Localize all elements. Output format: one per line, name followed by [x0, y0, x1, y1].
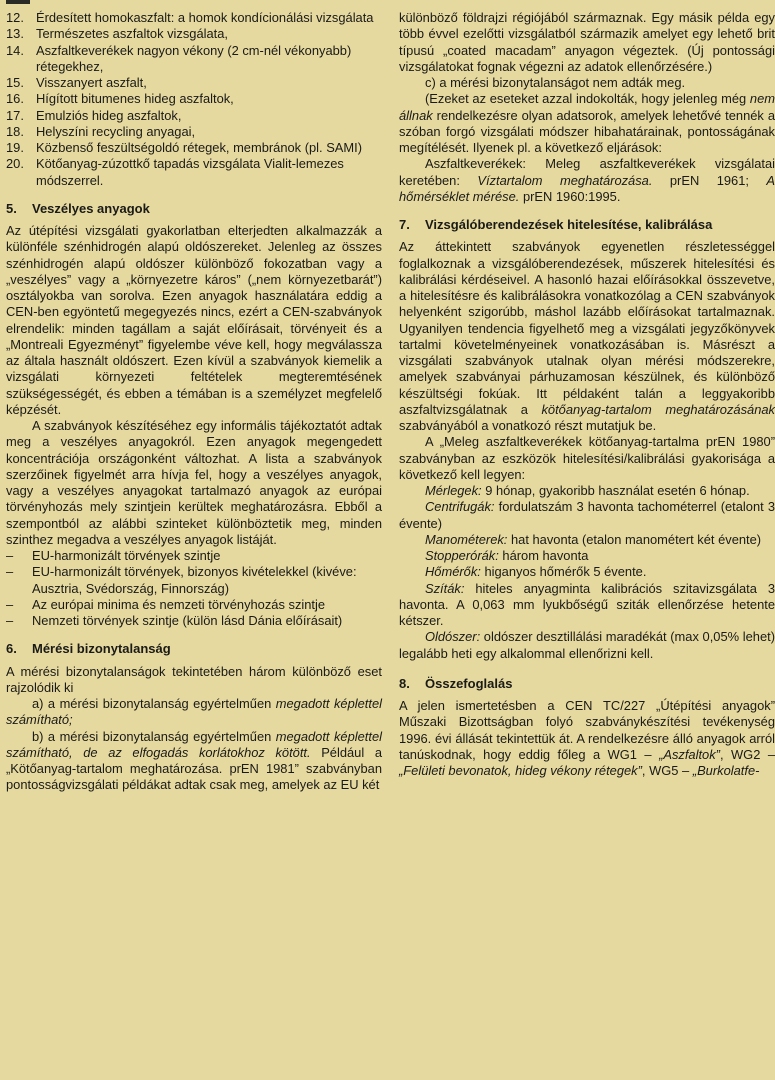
left-column: [6, 0, 382, 794]
section-7-paragraph-1: Az áttekintett szabványok egyenetlen részletességgel foglalkoznak a vizsgálóberendezések, műszerek hitelesítési és kalibrálási kérdéseivel. A hasonló hazai előírásokkal összevetve, a hitelesítésre és kalibrálásokra vonatkozólag a CEN szabványok helyenként szigorúbb, máshol lazább előírásokat tartalmaznak. Ugyanilyen tendencia figyelhető meg a vizsgálati jegyzőkönyvek tartalmi követelményeinek vonatkozásában is. Másrészt a vizsgálati szabványok utalnak olyan mérési módszerekre, amelyek szabványai párhuzamosan készülnek, és különböző készültségi fokúak. Itt példaként talán a leggyakoribb aszfaltvizsgálatnak a kötőanyag-tartalom meghatározásának szabványából a vonatkozó részt mutatjuk be.: [399, 239, 775, 433]
calibration-item: Hőmérők: higanyos hőmérők 5 évente.: [425, 564, 647, 580]
list-item: 20. Kötőanyag-zúzottkő tapadás vizsgálata Vialit-lemezes módszerrel.: [6, 156, 344, 188]
calibration-item: Stopperórák: három havonta: [425, 548, 589, 563]
right-column: [399, 0, 775, 779]
list-item: – EU-harmonizált törvények szintje: [6, 548, 221, 563]
numbered-list: [6, 10, 382, 189]
list-item: – EU-harmonizált törvények, bizonyos kivételekkel (kivéve: Ausztria, Svédország, Finnország): [6, 564, 357, 596]
section-5-paragraph-1: Az útépítési vizsgálati gyakorlatban elterjedten alkalmazzák a különféle szénhidrogén alapú oldószereket. Jelenleg az összes szénhidrogén alapú oldószer különböző fokozatban vagy a „veszélyes” vagy a „környezetre káros” („nem környezetbarát”) osztályokba van sorolva. Ezen anyagok használatára eddig a CEN-ben egyöntetű megegyezés nincs, ezért a CEN-szabványok elrendelik: minden tagállam a saját előírásait, törvényeit és a „Montreali Egyezményt” figyelembe véve kell, hogy megválassza az általa használt oldószert. Ezen kívül a szabványok kiemelik a vizsgálati környezeti feltételek megteremtésének szükségességét, és ebben a témában is a személyzet megfelelő képzését.: [6, 223, 382, 417]
list-item: 16. Hígított bitumenes hideg aszfaltok,: [6, 91, 234, 107]
section-5-paragraph-2: A szabványok készítéséhez egy informális tájékoztatót adtak meg a veszélyes anyagokról. Ezen anyagok megengedett koncentrációja országonként változhat. A lista a szabványok szerzőinek figyelmét arra hívja fel, hogy a veszélyes anyagok, vagy a veszélyes anyagokat tartalmazó anyagok az európai törvényhozás mely szintjein kerültek meghatározásra. Ebből a szempontból az alábbi szinteket különböztetik meg, minden szinthez megadva a veszélyes anyagok listáját.: [6, 418, 382, 547]
list-item: 12. Érdesített homokaszfalt: a homok kondícionálási vizsgálata: [6, 10, 374, 25]
section-8-heading: 8. Összefoglalás: [399, 675, 513, 691]
calibration-item: Szíták: hiteles anyagminta kalibrációs szitavizsgálata 3 havonta. A 0,063 mm lyukbőségű sziták ellenőrzése hetente kétszer.: [399, 580, 775, 628]
section-7-heading: 7. Vizsgálóberendezések hitelesítése, kalibrálása: [399, 217, 713, 232]
calibration-item: Mérlegek: 9 hónap, gyakoribb használat esetén 6 hónap.: [425, 483, 750, 498]
list-item: 13. Természetes aszfaltok vizsgálata,: [6, 26, 229, 42]
case-c-line: c) a mérési bizonytalanságot nem adták meg.: [425, 75, 686, 90]
section-5-heading: 5. Veszélyes anyagok: [6, 200, 150, 216]
case-b-paragraph: b) a mérési bizonytalanság egyértelműen megadott képlettel számítható, de az elfogadás korlátokhoz kötött. Például a „Kötőanyag-tartalom meghatározása. prEN 1981” szabványban pontosságvizsgálati példákat adtak csak meg, amelyek az EU két: [6, 728, 382, 793]
continued-paragraph: különböző földrajzi régiójából származnak. Egy másik példa egy több évvel ezelőtti vizsgálatból származik amelyet egy lehető brit típusú „coated macadam” anyagon végeztek. (Új pontossági vizsgálatokat fognak végezni az adatok ellenőrzésére.): [399, 10, 775, 74]
case-a-paragraph: a) a mérési bizonytalanság egyértelműen megadott képlettel számítható;: [6, 696, 382, 728]
case-c-paragraph: (Ezeket az eseteket azzal indokolták, hogy jelenleg még nem állnak rendelkezésre olyan adatsorok, amelyek lehetővé tennék a szóban forgó vizsgálati módszer hibahatárainak, pontosságának megítélését. Ilyenek pl. a következő eljárások:: [399, 91, 775, 155]
list-item: 19. Közbenső feszültségoldó rétegek, membránok (pl. SAMI): [6, 140, 363, 155]
dash-list: [6, 548, 382, 629]
section-6-paragraph-1: A mérési bizonytalanságok tekintetében három különböző eset rajzolódik ki: [6, 663, 382, 695]
section-6-heading: 6. Mérési bizonytalanság: [6, 641, 171, 657]
list-item: – Nemzeti törvények szintje (külön lásd Dánia előírásait): [6, 613, 343, 628]
list-item: – Az európai minima és nemzeti törvényhozás szintje: [6, 596, 326, 612]
list-item: 17. Emulziós hideg aszfaltok,: [6, 107, 182, 123]
list-item: 18. Helyszíni recycling anyagai,: [6, 123, 196, 139]
section-8-paragraph: A jelen ismertetésben a CEN TC/227 „Útépítési anyagok” Műszaki Bizottságban folyó szabványkészítési tevékenység 1996. évi állását tekintettük át. A rendelkezésre álló anyagok arról tanúskodnak, hogy eddig főleg a WG1 – „Aszfaltok”, WG2 – „Felületi bevonatok, hideg vékony rétegek”, WG5 – „Burkolatfe-: [399, 698, 775, 778]
list-item: 14. Aszfaltkeverékek nagyon vékony (2 cm-nél vékonyabb) rétegekhez,: [6, 42, 352, 74]
section-7-paragraph-2: A „Meleg aszfaltkeverékek kötőanyag-tartalma prEN 1980” szabványban az eszközök hitelesítési/kalibrálási gyakorisága a következő kell legyen:: [399, 434, 775, 482]
calibration-item: Centrifugák: fordulatszám 3 havonta tachométerrel (etalont 3 évente): [399, 499, 775, 531]
calibration-item: Manométerek: hat havonta (etalon manométert két évente): [425, 531, 762, 547]
list-item: 15. Visszanyert aszfalt,: [6, 75, 147, 90]
asphalt-mixtures-paragraph: Aszfaltkeverékek: Meleg aszfaltkeverékek vizsgálatai keretében: Víztartalom meghatározása. prEN 1961; A hőmérséklet mérése. prEN 1960:1995.: [399, 156, 775, 204]
calibration-item: Oldószer: oldószer desztillálási maradékát (max 0,05% lehet) legalább heti egy alkalommal ellenőrizni kell.: [399, 629, 775, 661]
